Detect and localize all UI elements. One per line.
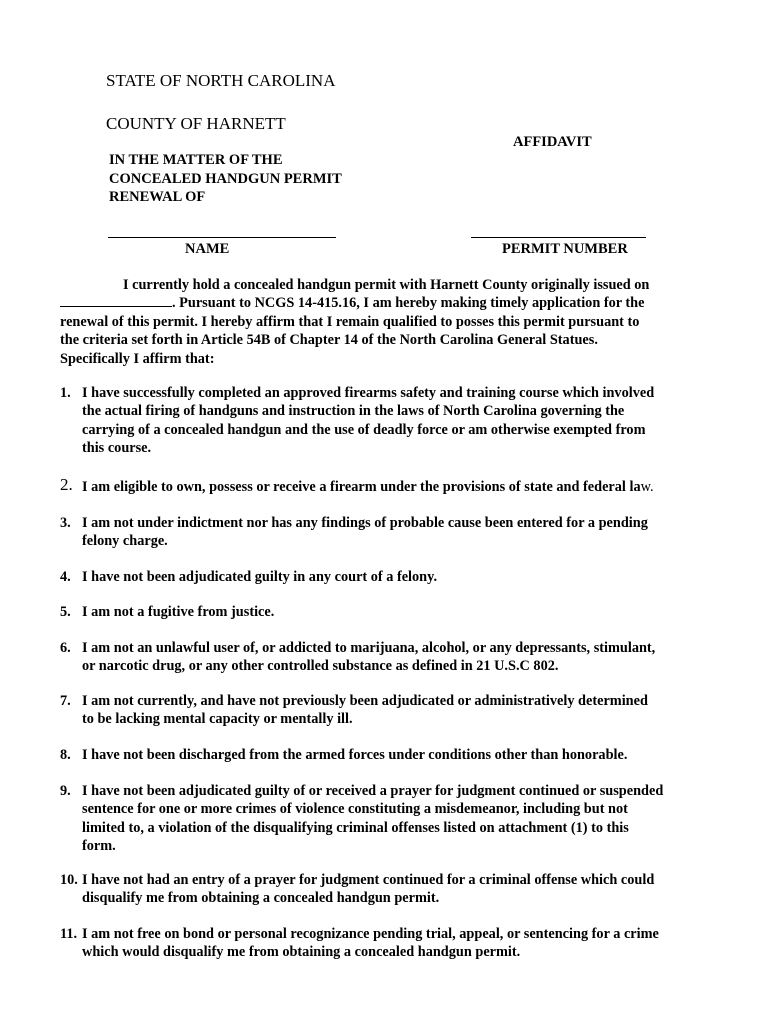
list-item [60,568,720,586]
list-item [60,475,720,496]
intro-paragraph [60,276,700,368]
item-number: 10. [60,872,78,888]
state-heading: STATE OF NORTH CAROLINA [106,71,336,90]
intro-line-2-text: . Pursuant to NCGS 14-415.16, I am hereby making timely application for the [172,295,645,312]
matter-caption [109,151,429,207]
item-number: 8. [60,747,71,763]
item-line: this course. [82,440,152,457]
item-number: 7. [60,693,71,709]
item-line: sentence for one or more crimes of violence constituting a misdemeanor, including but not [82,801,628,818]
item-line: I am not a fugitive from justice. [82,604,275,620]
name-label: NAME [185,241,230,257]
intro-line-2 [60,294,700,312]
item-line: the actual firing of handguns and instruction in the laws of North Carolina governing the [82,403,625,420]
item-line: I am not currently, and have not previously been adjudicated or administratively determined [82,693,648,709]
county-heading: COUNTY OF HARNETT [106,114,286,133]
list-item [60,384,720,458]
matter-line-1: IN THE MATTER OF THE [109,152,283,168]
item-line: I have not had an entry of a prayer for judgment continued for a criminal offense which could [82,872,655,888]
item-line: to be lacking mental capacity or mentally ill. [82,711,353,728]
item-number: 9. [60,783,71,799]
list-item [60,871,720,908]
list-item [60,514,720,551]
item-line: I am not under indictment nor has any findings of probable cause been entered for a pending [82,515,648,531]
matter-line-2: CONCEALED HANDGUN PERMIT [109,170,342,187]
item-line: I have not been discharged from the armed forces under conditions other than honorable. [82,747,628,763]
issue-date-blank[interactable] [60,294,172,307]
item-number: 2. [60,475,73,494]
item-number: 11. [60,926,78,942]
intro-line-5: Specifically I affirm that: [60,350,215,367]
item-line: form. [82,838,116,855]
list-item [60,925,720,962]
list-item [60,746,720,764]
item-line: or narcotic drug, or any other controlled substance as defined in 21 U.S.C 802. [82,658,559,675]
name-blank-line[interactable] [108,237,336,238]
intro-line-1: I currently hold a concealed handgun permit with Harnett County originally issued on [123,277,650,293]
affidavit-title: AFFIDAVIT [513,134,592,150]
item-number: 1. [60,385,71,401]
list-item [60,692,720,729]
permit-number-blank-line[interactable] [471,237,646,238]
item-number: 3. [60,515,71,531]
intro-line-3: renewal of this permit. I hereby affirm that I remain qualified to posses this permit pursuant to [60,313,640,330]
intro-line-4: the criteria set forth in Article 54B of Chapter 14 of the North Carolina General Statues. [60,332,598,349]
item-line: disqualify me from obtaining a concealed handgun permit. [82,890,440,907]
item-line: I have successfully completed an approved firearms safety and training course which involved [82,385,655,401]
list-item [60,782,720,856]
item-line: I am not free on bond or personal recognizance pending trial, appeal, or sentencing for a crime [82,926,659,942]
list-item [60,639,720,676]
matter-line-3: RENEWAL OF [109,189,206,205]
item-line: limited to, a violation of the disqualifying criminal offenses listed on attachment (1) to this [82,819,629,836]
item-line: I have not been adjudicated guilty of or received a prayer for judgment continued or suspended [82,783,664,799]
item-line: carrying of a concealed handgun and the use of deadly force or am otherwise exempted from [82,421,646,438]
list-item [60,603,720,621]
item-line: I am not an unlawful user of, or addicted to marijuana, alcohol, or any depressants, stimulant, [82,640,656,656]
item-number: 5. [60,604,71,620]
item-number: 6. [60,640,71,656]
item-line-tail: w. [640,479,654,495]
item-line-main: I am eligible to own, possess or receive a firearm under the provisions of state and federal la [82,479,641,495]
item-line: which would disqualify me from obtaining a concealed handgun permit. [82,944,521,961]
permit-number-label: PERMIT NUMBER [502,241,628,257]
item-line [82,478,720,496]
item-number: 4. [60,569,71,585]
item-line: felony charge. [82,533,168,550]
item-line: I have not been adjudicated guilty in any court of a felony. [82,569,438,585]
